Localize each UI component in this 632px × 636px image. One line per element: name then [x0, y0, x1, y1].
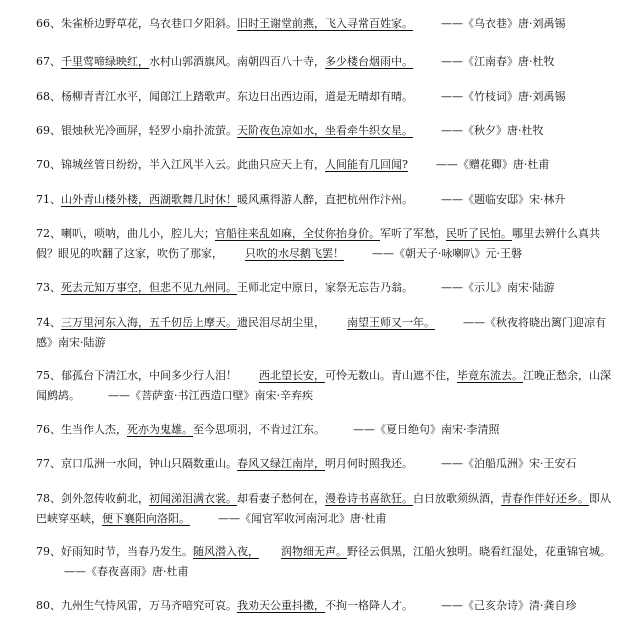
entry-76: 76、生当作人杰，死亦为鬼雄。至今思项羽，不肯过江东。 ——《夏日绝句》南宋·李清照 [36, 423, 500, 436]
source: ——《己亥杂诗》清·龚自珍 [441, 599, 577, 612]
source: ——《示儿》南宋·陆游 [441, 281, 555, 294]
source: ——《泊船瓜洲》宋·王安石 [441, 457, 577, 470]
source: ——《闻官军收河南河北》唐·杜甫 [218, 512, 387, 525]
source: ——《春夜喜雨》唐·杜甫 [64, 565, 189, 578]
entry-73: 73、死去元知万事空，但悲不见九州同。王师北定中原日，家祭无忘告乃翁。 ——《示儿》南宋·陆游 [36, 281, 555, 294]
entry-80: 80、九州生气恃风雷，万马齐喑究可哀。我劝天公重抖擞，不拘一格降人才。 ——《己亥杂诗》清·龚自珍 [36, 599, 577, 612]
entry-77: 77、京口瓜洲一水间，钟山只隔数重山。春风又绿江南岸，明月何时照我还。 ——《泊船瓜洲》宋·王安石 [36, 457, 577, 470]
entry-66: 66、朱雀桥边野草花，乌衣巷口夕阳斜。旧时王谢堂前燕，飞入寻常百姓家。 ——《乌衣巷》唐·刘禹锡 [36, 17, 566, 30]
entry-68: 68、杨柳青青江水平，闻郎江上踏歌声。东边日出西边雨，道是无晴却有晴。 ——《竹枝词》唐·刘禹锡 [36, 90, 566, 103]
entry-75: 75、郁孤台下清江水，中间多少行人泪！ 西北望长安，可怜无数山。青山遮不住，毕竟东流去。江晚正愁余，山深闻鹧鸪。 ——《菩萨蛮·书江西造口壁》南宋·辛弃疾 [36, 369, 611, 402]
source: ——《秋夜将晓出篱门迎凉有感》南宋·陆游 [36, 316, 606, 349]
source: ——《江南春》唐·杜牧 [441, 55, 555, 68]
entry-70: 70、锦城丝管日纷纷，半入江风半入云。此曲只应天上有，人间能有几回闻? ——《赠花卿》唐·杜甫 [36, 158, 550, 171]
entry-74: 74、三万里河东入海，五千仞岳上摩天。遗民泪尽胡尘里， 南望王师又一年。 ——《秋夜将晓出篱门迎凉有感》南宋·陆游 [36, 316, 606, 349]
source: ——《夏日绝句》南宋·李清照 [353, 423, 500, 436]
source: ——《朝天子·咏喇叭》元·王磐 [372, 247, 522, 260]
entry-79: 79、好雨知时节，当春乃发生。随风潜入夜， 润物细无声。野径云俱黑，江船火独明。晓看红湿处，花重锦官城。——《春夜喜雨》唐·杜甫 [36, 545, 611, 578]
source: ——《竹枝词》唐·刘禹锡 [441, 90, 566, 103]
source: ——《菩萨蛮·书江西造口壁》南宋·辛弃疾 [108, 389, 313, 402]
entry-71: 71、山外青山楼外楼，西湖歌舞几时休！暖风熏得游人醉，直把杭州作汴州。 ——《题临安邸》宋·林升 [36, 193, 566, 206]
source: ——《题临安邸》宋·林升 [441, 193, 566, 206]
entry-78: 78、剑外忽传收蓟北，初闻涕泪满衣裳。却看妻子愁何在，漫卷诗书喜欲狂。白日放歌须纵酒，青春作伴好还乡。即从巴峡穿巫峡，便下襄阳向洛阳。 ——《闻官军收河南河北》唐·杜甫 [36, 492, 611, 525]
source: ——《秋夕》唐·杜牧 [441, 124, 544, 137]
entry-69: 69、银烛秋光冷画屏，轻罗小扇扑流萤。天阶夜色凉如水，坐看牵牛织女星。 ——《秋夕》唐·杜牧 [36, 124, 544, 137]
entry-67: 67、千里莺啼绿映红，水村山郭酒旗风。南朝四百八十寺，多少楼台烟雨中。 ——《江南春》唐·杜牧 [36, 55, 555, 68]
source: ——《乌衣巷》唐·刘禹锡 [441, 17, 566, 30]
source: ——《赠花卿》唐·杜甫 [435, 158, 550, 171]
entry-72: 72、喇叭，唢呐，曲儿小，腔儿大；官船往来乱如麻，全仗你抬身价。军听了军愁，民听了民怕。哪里去辨什么真共假？眼见的吹翻了这家，吹伤了那家， 只吹的水尽鹅飞罢！ ——《朝天子·咏喇叭》元·王磐 [36, 227, 600, 260]
